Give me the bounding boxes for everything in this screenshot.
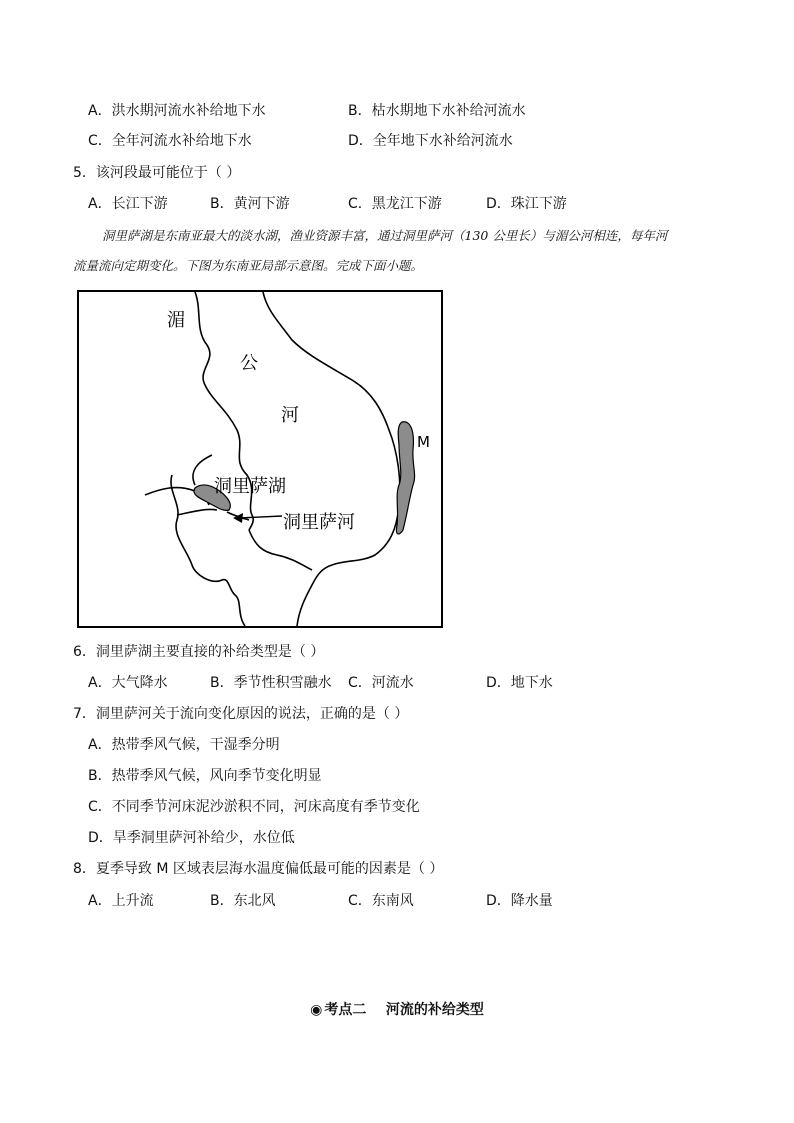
q5-stem: 5．该河段最可能位于（ ）: [73, 165, 241, 181]
q5-option-c: C．黑龙江下游: [348, 196, 442, 212]
q8-stem: 8．夏季导致 M 区域表层海水温度偏低最可能的因素是（ ）: [73, 861, 444, 877]
q7-option-a: A．热带季风气候，干湿季分明: [88, 737, 280, 753]
q6-option-a: A．大气降水: [88, 675, 168, 691]
southeast-asia-map: [77, 290, 443, 628]
label-m: M: [417, 433, 430, 451]
q8-option-a: A．上升流: [88, 893, 154, 909]
label-mei: 湄: [167, 310, 185, 331]
q8-option-c: C．东南风: [348, 893, 414, 909]
label-tonle-sap-lake: 洞里萨湖: [214, 476, 286, 497]
q6-option-c: C．河流水: [348, 675, 414, 691]
q4-option-b: B．枯水期地下水补给河流水: [348, 103, 526, 119]
passage-line-1: 洞里萨湖是东南亚最大的淡水湖，渔业资源丰富，通过洞里萨河（130 公里长）与湄公河相连，每年河: [102, 228, 668, 243]
q8-option-b: B．东北风: [210, 893, 276, 909]
map-frame: [78, 291, 442, 627]
q7-option-c: C．不同季节河床泥沙淤积不同，河床高度有季节变化: [88, 799, 420, 815]
passage-line-2: 流量流向定期变化。下图为东南亚局部示意图。完成下面小题。: [73, 258, 424, 273]
q8-option-d: D．降水量: [486, 893, 553, 909]
q6-option-b: B．季节性积雪融水: [210, 675, 332, 691]
q7-option-d: D．旱季洞里萨河补给少，水位低: [88, 830, 295, 846]
q4-option-d: D．全年地下水补给河流水: [348, 133, 513, 149]
q6-stem: 6．洞里萨湖主要直接的补给类型是（ ）: [73, 644, 325, 660]
label-tonle-sap-river: 洞里萨河: [283, 512, 355, 533]
q4-option-c: C．全年河流水补给地下水: [88, 133, 252, 149]
q5-option-d: D．珠江下游: [486, 196, 567, 212]
bullet-circle-icon: ◉: [310, 1002, 323, 1018]
section-heading: [0, 1000, 794, 1020]
q7-stem: 7．洞里萨河关于流向变化原因的说法，正确的是（ ）: [73, 706, 409, 722]
label-gong: 公: [240, 353, 258, 374]
q4-option-a: A．洪水期河流水补给地下水: [88, 103, 266, 119]
q7-option-b: B．热带季风气候，风向季节变化明显: [88, 768, 322, 784]
section-title: 考点二 河流的补给类型: [324, 1002, 484, 1018]
q5-option-b: B．黄河下游: [210, 196, 290, 212]
q6-option-d: D．地下水: [486, 675, 553, 691]
q5-option-a: A．长江下游: [88, 196, 168, 212]
label-he: 河: [281, 405, 299, 426]
